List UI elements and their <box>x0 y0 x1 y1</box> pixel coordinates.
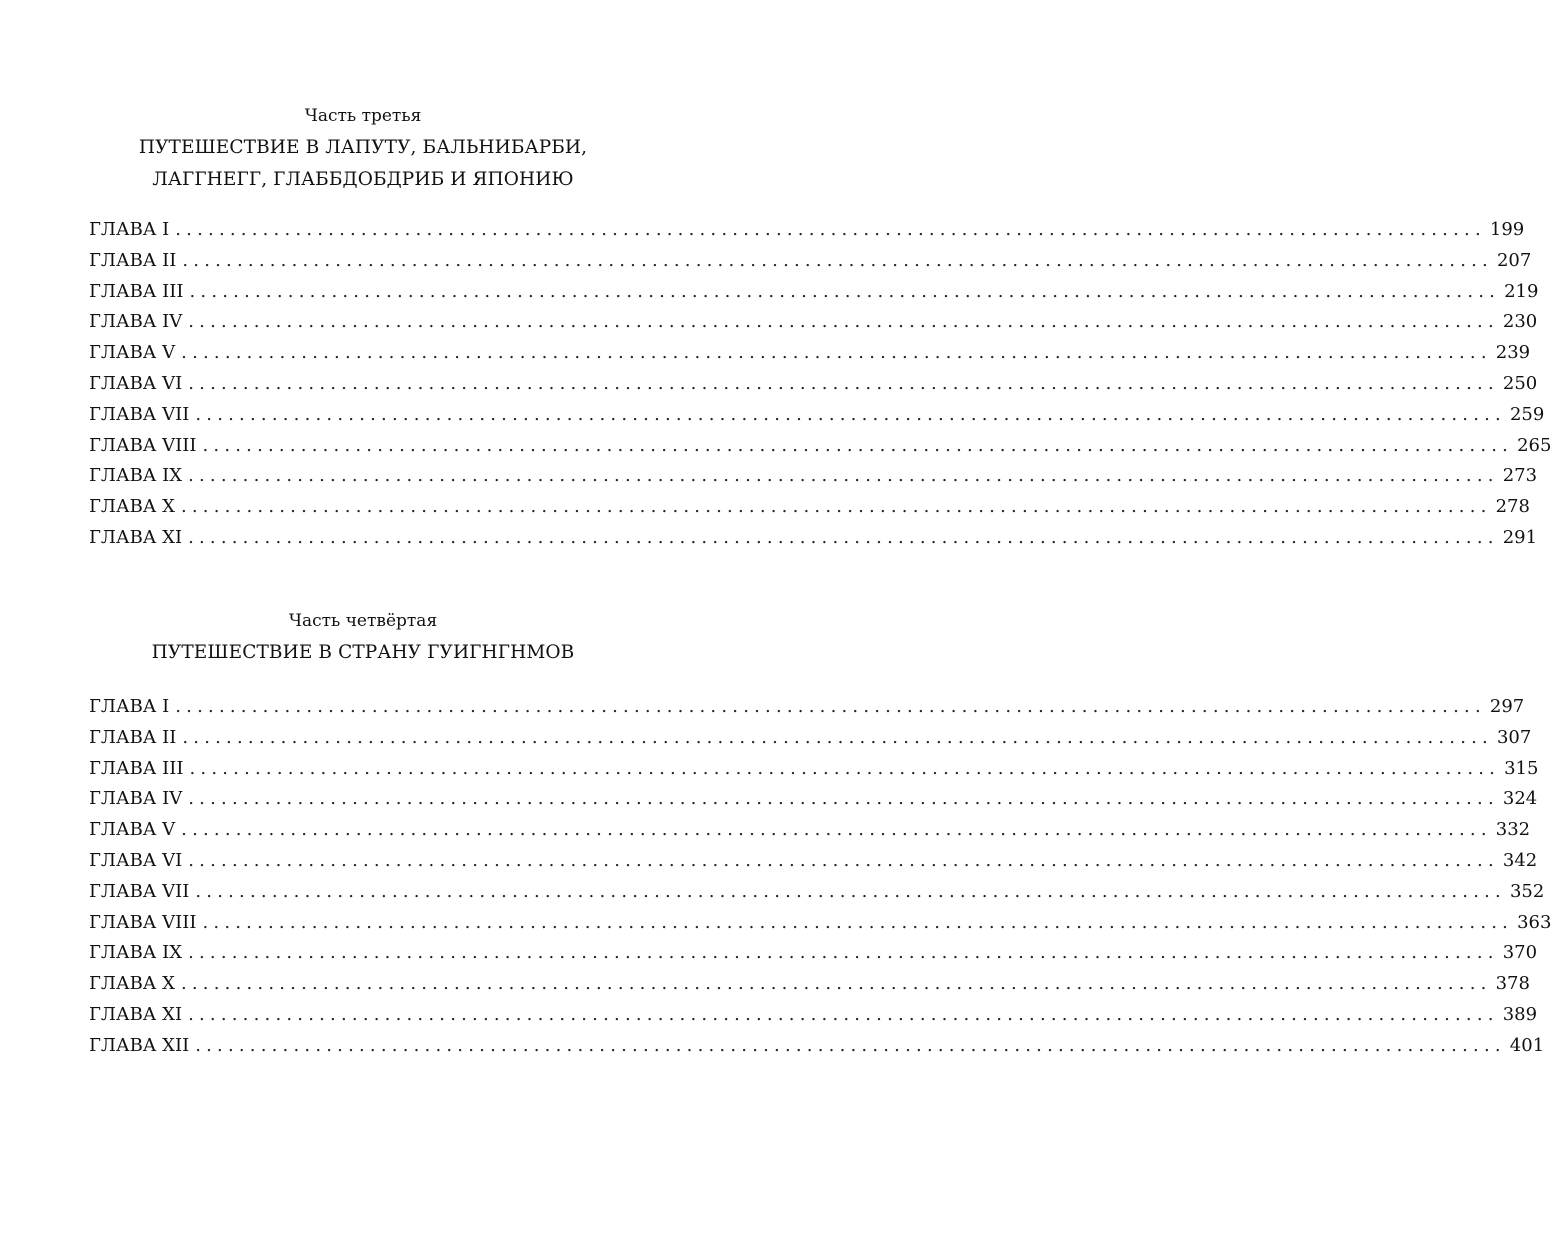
page-number: 291 <box>1502 526 1538 548</box>
toc-entry <box>89 461 1538 492</box>
dot-leader: ........................................................................................................................ <box>188 465 1499 487</box>
toc-entry <box>89 400 1545 431</box>
chapter-title: ГЛАВА X <box>89 973 175 995</box>
dot-leader: ........................................................................................................................ <box>188 942 1499 964</box>
page-number: 324 <box>1502 788 1538 810</box>
dot-leader: ........................................................................................................................ <box>189 757 1501 779</box>
chapter-title: ГЛАВА XII <box>89 1034 190 1056</box>
toc-entry <box>89 1031 1545 1062</box>
page-number: 307 <box>1496 726 1532 748</box>
part-label: Часть четвёртая <box>288 611 438 631</box>
chapter-title: ГЛАВА III <box>89 280 184 302</box>
dot-leader: ........................................................................................................................ <box>182 249 1493 271</box>
page-number: 250 <box>1502 372 1538 394</box>
chapter-title: ГЛАВА XI <box>89 1003 183 1025</box>
toc-entry <box>89 1000 1538 1031</box>
toc-entry <box>89 692 1525 723</box>
dot-leader: ........................................................................................................................ <box>188 372 1499 394</box>
chapter-title: ГЛАВА XI <box>89 526 183 548</box>
chapter-title: ГЛАВА VII <box>89 880 190 902</box>
chapter-title: ГЛАВА IV <box>89 788 183 810</box>
dot-leader: ........................................................................................................................ <box>195 880 1506 902</box>
chapter-title: ГЛАВА VIII <box>89 911 197 933</box>
chapter-title: ГЛАВА III <box>89 757 184 779</box>
part-title-line: ПУТЕШЕСТВИЕ В ЛАПУТУ, БАЛЬНИБАРБИ, <box>138 137 588 158</box>
page-number: 273 <box>1502 465 1538 487</box>
page-number: 401 <box>1509 1034 1545 1056</box>
part-four-section <box>89 609 1551 1062</box>
part-title-line: ПУТЕШЕСТВИЕ В СТРАНУ ГУИГНГНМОВ <box>151 642 575 663</box>
dot-leader: ........................................................................................................................ <box>188 788 1499 810</box>
page-number: 219 <box>1504 280 1539 302</box>
page-number: 259 <box>1509 403 1545 425</box>
toc-entry <box>89 815 1531 846</box>
page-number: 278 <box>1495 496 1530 518</box>
chapter-title: ГЛАВА I <box>89 219 170 240</box>
dot-leader: ........................................................................................................................ <box>181 819 1492 841</box>
page-number: 207 <box>1496 249 1532 271</box>
chapter-title: ГЛАВА VII <box>89 403 190 425</box>
page-number: 352 <box>1509 880 1545 902</box>
page-number: 378 <box>1495 973 1530 995</box>
chapter-title: ГЛАВА V <box>89 342 176 364</box>
toc-entry <box>89 492 1530 523</box>
dot-leader: ........................................................................................................................ <box>182 726 1493 748</box>
dot-leader: ........................................................................................................................ <box>189 280 1501 302</box>
toc-entry <box>89 215 1525 246</box>
toc-entry <box>89 431 1551 462</box>
dot-leader: ........................................................................................................................ <box>188 311 1499 333</box>
chapter-title: ГЛАВА IV <box>89 311 183 333</box>
part-title-line: ЛАГГНЕГГ, ГЛАББДОБДРИБ И ЯПОНИЮ <box>152 169 574 190</box>
page-number: 370 <box>1502 942 1538 964</box>
page-number: 389 <box>1502 1003 1538 1025</box>
dot-leader: ........................................................................................................................ <box>181 342 1492 364</box>
page-number: 363 <box>1517 911 1551 933</box>
toc-entry <box>89 723 1532 754</box>
page-number: 342 <box>1502 849 1538 871</box>
chapter-title: ГЛАВА V <box>89 819 176 841</box>
part-three-section <box>89 104 1551 554</box>
toc-entry <box>89 846 1538 877</box>
toc-entry <box>89 369 1538 400</box>
chapter-title: ГЛАВА IX <box>89 465 183 487</box>
page-number: 230 <box>1502 311 1538 333</box>
dot-leader: ........................................................................................................................ <box>195 1034 1506 1056</box>
chapter-title: ГЛАВА IX <box>89 942 183 964</box>
chapter-title: ГЛАВА II <box>89 726 177 748</box>
chapter-title: ГЛАВА VI <box>89 849 183 871</box>
part-title <box>89 637 637 669</box>
page-number: 297 <box>1489 696 1525 717</box>
chapter-list <box>89 692 1551 1062</box>
chapter-title: ГЛАВА I <box>89 696 170 717</box>
dot-leader: ........................................................................................................................ <box>180 973 1492 995</box>
chapter-title: ГЛАВА VI <box>89 372 183 394</box>
dot-leader: ........................................................................................................................ <box>188 1003 1499 1025</box>
page-number: 332 <box>1495 819 1531 841</box>
page-number: 239 <box>1495 342 1531 364</box>
dot-leader: ........................................................................................................................ <box>202 434 1514 456</box>
toc-entry <box>89 277 1539 308</box>
chapter-title: ГЛАВА VIII <box>89 434 197 456</box>
dot-leader: ........................................................................................................................ <box>175 696 1486 717</box>
toc-entry <box>89 523 1538 554</box>
chapter-list <box>89 215 1551 554</box>
toc-entry <box>89 784 1538 815</box>
page-number: 199 <box>1489 219 1525 240</box>
chapter-title: ГЛАВА X <box>89 496 175 518</box>
toc-entry <box>89 754 1539 785</box>
chapter-title: ГЛАВА II <box>89 249 177 271</box>
part-title <box>89 132 637 196</box>
page-number: 265 <box>1517 434 1551 456</box>
toc-entry <box>89 307 1538 338</box>
toc-entry <box>89 246 1532 277</box>
page-number: 315 <box>1504 757 1539 779</box>
dot-leader: ........................................................................................................................ <box>202 911 1514 933</box>
dot-leader: ........................................................................................................................ <box>175 219 1486 240</box>
dot-leader: ........................................................................................................................ <box>188 526 1499 548</box>
dot-leader: ........................................................................................................................ <box>188 849 1499 871</box>
toc-entry <box>89 338 1531 369</box>
toc-entry <box>89 969 1530 1000</box>
toc-entry <box>89 938 1538 969</box>
toc-entry <box>89 908 1551 939</box>
toc-entry <box>89 877 1545 908</box>
dot-leader: ........................................................................................................................ <box>180 496 1492 518</box>
part-label: Часть третья <box>304 106 422 126</box>
dot-leader: ........................................................................................................................ <box>195 403 1506 425</box>
